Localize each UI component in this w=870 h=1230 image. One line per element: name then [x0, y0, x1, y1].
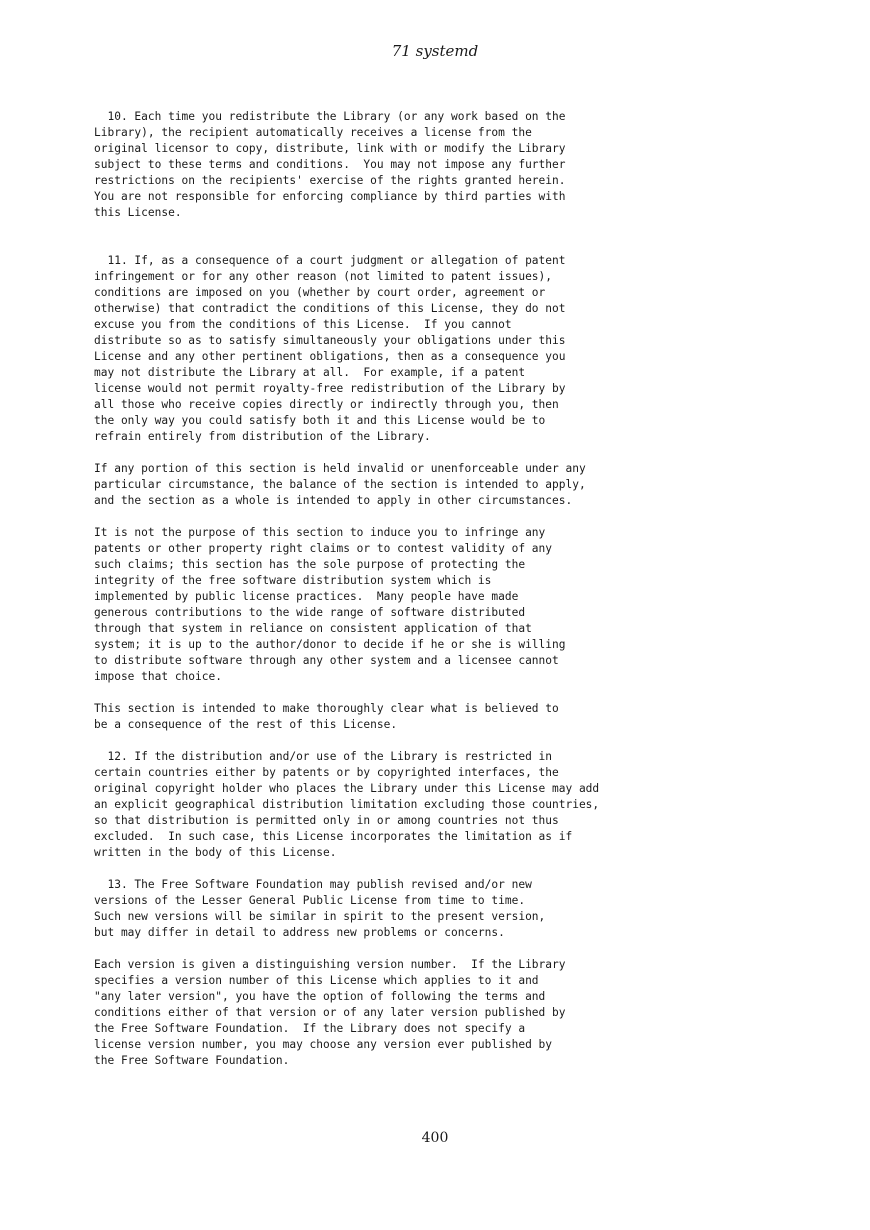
text-line: patents or other property right claims or to contest validity of any [94, 542, 553, 555]
text-line: an explicit geographical distribution limitation excluding those countries, [94, 798, 600, 811]
text-line: infringement or for any other reason (not limited to patent issues), [94, 270, 553, 283]
license-text [94, 109, 794, 1069]
text-line: particular circumstance, the balance of the section is intended to apply, [94, 478, 586, 491]
text-line: 11. If, as a consequence of a court judgment or allegation of patent [94, 254, 566, 267]
text-line: 13. The Free Software Foundation may publish revised and/or new [94, 878, 532, 891]
text-line: such claims; this section has the sole purpose of protecting the [94, 558, 526, 571]
text-line: so that distribution is permitted only in or among countries not thus [94, 814, 559, 827]
text-line: the Free Software Foundation. If the Library does not specify a [94, 1022, 526, 1035]
text-line: license version number, you may choose any version ever published by [94, 1038, 553, 1051]
text-line: may not distribute the Library at all. For example, if a patent [94, 366, 526, 379]
text-line: specifies a version number of this License which applies to it and [94, 974, 539, 987]
text-line: certain countries either by patents or by copyrighted interfaces, the [94, 766, 559, 779]
text-line [94, 237, 794, 253]
text-line [94, 861, 794, 877]
text-line: excuse you from the conditions of this License. If you cannot [94, 318, 512, 331]
text-line: "any later version", you have the option of following the terms and [94, 990, 546, 1003]
text-line: refrain entirely from distribution of the Library. [94, 430, 431, 443]
text-line: conditions either of that version or of any later version published by [94, 1006, 566, 1019]
text-line: system; it is up to the author/donor to decide if he or she is willing [94, 638, 566, 651]
text-line: restrictions on the recipients' exercise of the rights granted herein. [94, 174, 566, 187]
text-line: the Free Software Foundation. [94, 1054, 290, 1067]
text-line: If any portion of this section is held invalid or unenforceable under any [94, 462, 586, 475]
text-line: subject to these terms and conditions. You may not impose any further [94, 158, 566, 171]
page-header: 71 systemd [391, 42, 479, 60]
text-line: generous contributions to the wide range of software distributed [94, 606, 526, 619]
text-line [94, 685, 794, 701]
text-line: distribute so as to satisfy simultaneously your obligations under this [94, 334, 566, 347]
text-line: impose that choice. [94, 670, 222, 683]
text-line: to distribute software through any other system and a licensee cannot [94, 654, 559, 667]
text-line: implemented by public license practices. Many people have made [94, 590, 519, 603]
text-line: the only way you could satisfy both it and this License would be to [94, 414, 546, 427]
text-line [94, 941, 794, 957]
text-line: license would not permit royalty-free redistribution of the Library by [94, 382, 566, 395]
page-number: 400 [421, 1130, 449, 1146]
text-line: This section is intended to make thoroughly clear what is believed to [94, 702, 559, 715]
text-line: Such new versions will be similar in spirit to the present version, [94, 910, 546, 923]
text-line: 12. If the distribution and/or use of the Library is restricted in [94, 750, 553, 763]
text-line [94, 445, 794, 461]
text-line: original copyright holder who places the Library under this License may add [94, 782, 600, 795]
text-line: written in the body of this License. [94, 846, 337, 859]
text-line: It is not the purpose of this section to induce you to infringe any [94, 526, 546, 539]
text-line: License and any other pertinent obligations, then as a consequence you [94, 350, 566, 363]
text-line: integrity of the free software distribution system which is [94, 574, 492, 587]
text-line: Each version is given a distinguishing version number. If the Library [94, 958, 566, 971]
text-line: and the section as a whole is intended to apply in other circumstances. [94, 494, 573, 507]
text-line: versions of the Lesser General Public License from time to time. [94, 894, 526, 907]
text-line: all those who receive copies directly or indirectly through you, then [94, 398, 559, 411]
text-line: otherwise) that contradict the conditions of this License, they do not [94, 302, 566, 315]
text-line: You are not responsible for enforcing compliance by third parties with [94, 190, 566, 203]
text-line [94, 509, 794, 525]
text-line: original licensor to copy, distribute, link with or modify the Library [94, 142, 566, 155]
text-line: conditions are imposed on you (whether by court order, agreement or [94, 286, 546, 299]
text-line: Library), the recipient automatically receives a license from the [94, 126, 532, 139]
text-line: this License. [94, 206, 182, 219]
text-line: 10. Each time you redistribute the Library (or any work based on the [94, 110, 566, 123]
text-line [94, 733, 794, 749]
text-line: but may differ in detail to address new problems or concerns. [94, 926, 505, 939]
text-line: be a consequence of the rest of this License. [94, 718, 398, 731]
text-line: through that system in reliance on consistent application of that [94, 622, 532, 635]
text-line: excluded. In such case, this License incorporates the limitation as if [94, 830, 573, 843]
text-line [94, 221, 794, 237]
